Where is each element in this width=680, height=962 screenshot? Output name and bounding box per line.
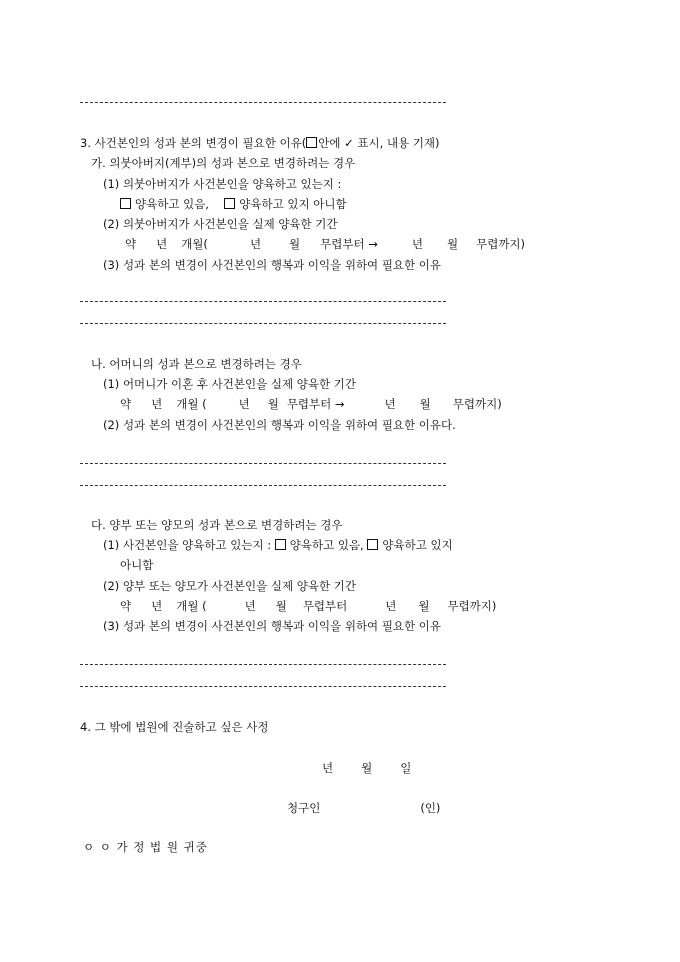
option-yes-label: 양육하고 있음, xyxy=(135,197,209,211)
period-from-year: 년 xyxy=(244,599,256,613)
subsection-c-period xyxy=(120,599,496,613)
subsection-a-q2: (2) 의붓아버지가 사건본인을 실제 양육한 기간 xyxy=(103,217,338,231)
option-no-label: 양육하고 있지 xyxy=(382,538,453,552)
period-from-year: 년 xyxy=(238,397,250,411)
date-line xyxy=(322,761,411,775)
period-years: 년 xyxy=(151,397,163,411)
period-to-year: 년 xyxy=(411,237,423,251)
period-months: 개월( xyxy=(181,237,208,251)
date-day: 일 xyxy=(400,761,412,775)
applicant-label: 청구인 xyxy=(287,801,321,815)
seal-mark: (인) xyxy=(420,801,441,815)
period-to-month: 월 xyxy=(447,237,459,251)
period-from: 무렵부터 xyxy=(302,599,348,613)
checkbox-yes[interactable] xyxy=(120,198,131,209)
subsection-c-q2: (2) 양부 또는 양모가 사건본인을 실제 양육한 기간 xyxy=(103,579,356,593)
period-from: 무렵부터 → xyxy=(320,237,378,251)
period-to-month: 월 xyxy=(418,599,430,613)
period-from: 무렵부터 → xyxy=(286,397,345,411)
date-year: 년 xyxy=(322,761,334,775)
period-approx: 약 xyxy=(120,397,132,411)
option-no-label: 양육하고 있지 아니함 xyxy=(239,197,347,211)
period-to-year: 년 xyxy=(384,397,396,411)
subsection-c-title: 다. 양부 또는 양모의 성과 본으로 변경하려는 경우 xyxy=(91,518,343,532)
period-from-year: 년 xyxy=(249,237,262,251)
period-to-month: 월 xyxy=(419,397,431,411)
period-to-year: 년 xyxy=(385,599,397,613)
subsection-c-q1-text: (1) 사건본인을 양육하고 있는지 : xyxy=(103,538,272,552)
period-from-month: 월 xyxy=(289,237,301,251)
blank-line xyxy=(80,485,446,486)
period-to: 무렵까지) xyxy=(447,599,497,613)
checkbox-yes[interactable] xyxy=(275,539,286,550)
period-to: 무렵까지) xyxy=(452,397,502,411)
section-3-heading-tail: 안에 ✓ 표시, 내용 기재) xyxy=(318,136,440,150)
blank-line xyxy=(80,301,446,302)
period-from-month: 월 xyxy=(267,397,279,411)
period-years: 년 xyxy=(156,237,168,251)
period-from-month: 월 xyxy=(275,599,287,613)
subsection-b-q1: (1) 어머니가 이혼 후 사건본인을 실제 양육한 기간 xyxy=(103,377,356,391)
period-approx: 약 xyxy=(120,599,132,613)
blank-line xyxy=(80,664,446,665)
subsection-a-period xyxy=(125,237,525,251)
blank-line xyxy=(80,323,446,324)
court-name: ㅇ ㅇ 가 정 법 원 귀중 xyxy=(83,840,208,854)
subsection-a-title: 가. 의붓아버지(계부)의 성과 본으로 변경하려는 경우 xyxy=(91,156,356,170)
checkbox-icon xyxy=(306,137,317,148)
subsection-c-q3: (3) 성과 본의 변경이 사건본인의 행복과 이익을 위하여 필요한 이유 xyxy=(103,619,442,633)
blank-line xyxy=(80,686,446,687)
option-yes-label: 양육하고 있음, xyxy=(289,538,364,552)
period-years: 년 xyxy=(151,599,163,613)
checkbox-no[interactable] xyxy=(367,539,378,550)
period-months: 개월 ( xyxy=(176,599,207,613)
subsection-c-q1-cont: 아니함 xyxy=(120,558,154,572)
blank-line xyxy=(80,463,446,464)
period-approx: 약 xyxy=(125,237,137,251)
period-months: 개월 ( xyxy=(176,397,207,411)
subsection-b-q2: (2) 성과 본의 변경이 사건본인의 행복과 이익을 위하여 필요한 이유다. xyxy=(103,418,456,432)
subsection-c-q1 xyxy=(103,538,453,552)
date-month: 월 xyxy=(361,761,373,775)
subsection-a-options xyxy=(120,197,347,211)
period-to: 무렵까지) xyxy=(476,237,526,251)
section-3-heading xyxy=(80,136,440,150)
subsection-b-title: 나. 어머니의 성과 본으로 변경하려는 경우 xyxy=(91,357,302,371)
section-4-heading: 4. 그 밖에 법원에 진술하고 싶은 사정 xyxy=(80,720,269,734)
section-3-heading-text: 3. 사건본인의 성과 본의 변경이 필요한 이유( xyxy=(80,136,307,150)
checkbox-no[interactable] xyxy=(224,198,235,209)
blank-line xyxy=(80,102,446,103)
subsection-b-period xyxy=(120,397,502,411)
subsection-a-q3: (3) 성과 본의 변경이 사건본인의 행복과 이익을 위하여 필요한 이유 xyxy=(103,258,442,272)
signature-line xyxy=(287,801,440,815)
subsection-a-q1: (1) 의붓아버지가 사건본인을 양육하고 있는지 : xyxy=(103,177,342,191)
